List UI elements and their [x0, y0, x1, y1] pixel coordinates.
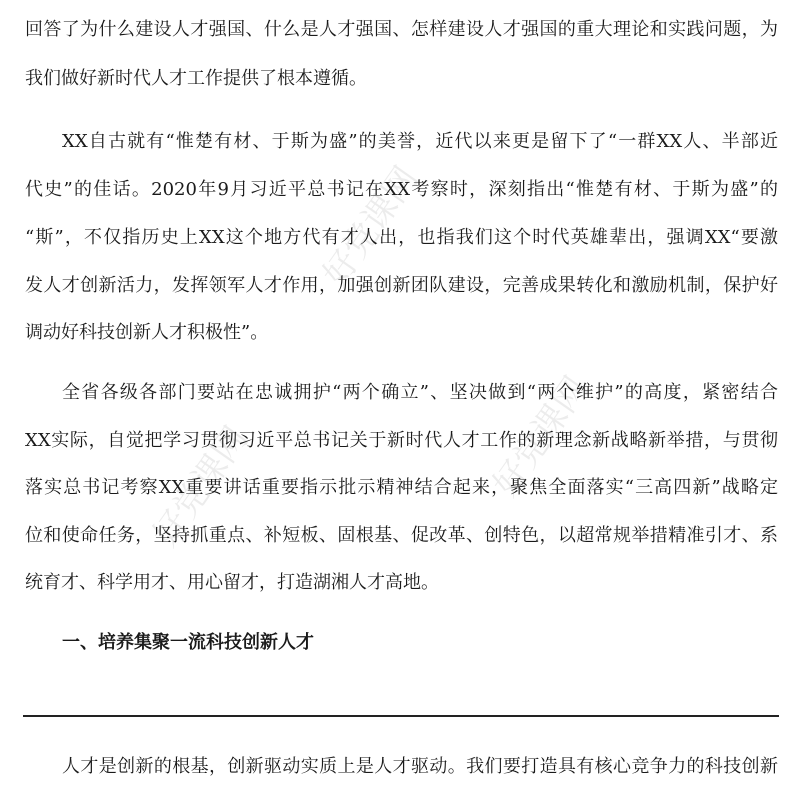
paragraph-line: 位和使命任务，坚持抓重点、补短板、固根基、促改革、创特色，以超常规举措精准引才、系 [25, 525, 778, 546]
paragraph-line: 全省各级各部门要站在忠诚拥护“两个确立”、坚决做到“两个维护”的高度，紧密结合 [62, 382, 778, 403]
paragraph-line: 统育才、科学用才、用心留才，打造湖湘人才高地。 [25, 572, 439, 593]
paragraph-line: 人才是创新的根基，创新驱动实质上是人才驱动。我们要打造具有核心竞争力的科技创新 [62, 756, 778, 777]
paragraph-line: 落实总书记考察XX重要讲话重要指示批示精神结合起来，聚焦全面落实“三高四新”战略定 [25, 477, 778, 498]
paragraph-line: XX实际，自觉把学习贯彻习近平总书记关于新时代人才工作的新理念新战略新举措，与贯彻 [25, 430, 778, 451]
paragraph-line: 我们做好新时代人才工作提供了根本遵循。 [25, 68, 367, 89]
watermark-text: 好党课网 [485, 369, 597, 504]
paragraph-line: XX自古就有“惟楚有材、于斯为盛”的美誉，近代以来更是留下了“一群XX人、半部近 [62, 131, 778, 152]
paragraph-line: 调动好科技创新人才积极性”。 [25, 322, 269, 343]
paragraph-line: 发人才创新活力，发挥领军人才作用，加强创新团队建设，完善成果转化和激励机制，保护好 [25, 275, 778, 296]
watermark-text: 好党课网 [315, 159, 427, 294]
paragraph-line: 代史”的佳话。2020年9月习近平总书记在XX考察时，深刻指出“惟楚有材、于斯为盛”的 [25, 179, 778, 200]
horizontal-divider [23, 715, 779, 717]
section-heading: 一、培养集聚一流科技创新人才 [62, 632, 314, 653]
paragraph-line: 回答了为什么建设人才强国、什么是人才强国、怎样建设人才强国的重大理论和实践问题，为 [25, 19, 778, 40]
paragraph-line: “斯”，不仅指历史上XX这个地方代有才人出，也指我们这个时代英雄辈出，强调XX“要激 [25, 227, 778, 248]
watermark-text: 好党课网 [145, 419, 257, 554]
